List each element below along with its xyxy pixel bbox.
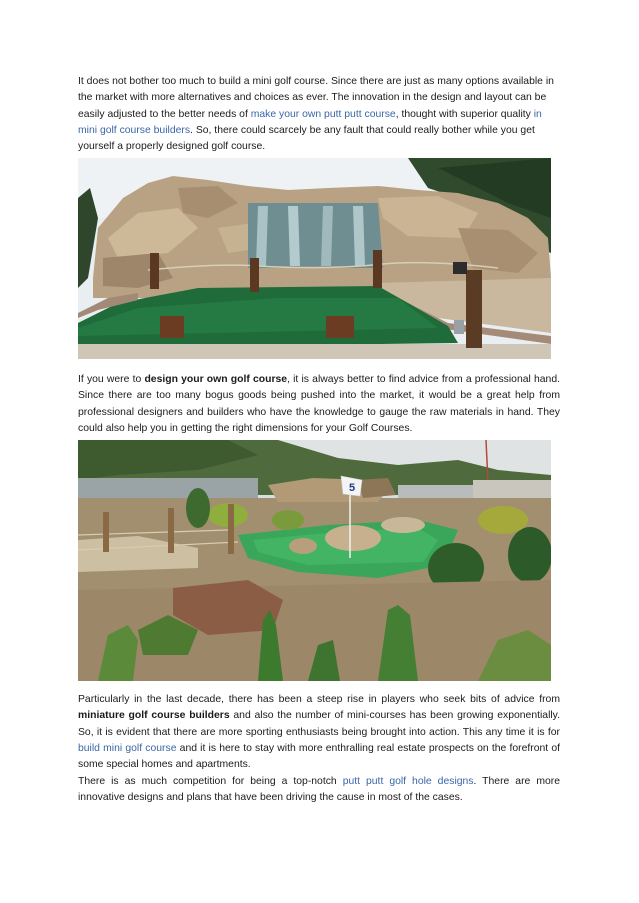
paragraph-text: . There are more innovative designs and plans that have been driving the cause in most of the cases. xyxy=(78,776,560,804)
flag-golf-image xyxy=(78,440,551,681)
link-build-mini-golf-course[interactable]: build mini golf course xyxy=(78,742,177,754)
link-mini-golf-course-builders[interactable]: in mini golf course builders xyxy=(78,108,542,136)
paragraph-text: . So, there could scarcely be any fault that could really bother while you get yourself a properly designed golf course. xyxy=(78,124,535,153)
bold-miniature-golf-course-builders: miniature golf course builders xyxy=(78,710,230,722)
paragraph-intro xyxy=(78,74,560,155)
flag-golf-photo xyxy=(78,440,551,681)
bold-design-your-own-golf-course: design your own golf course xyxy=(144,374,288,385)
paragraph-text: and it is here to stay with more enthralling real estate prospects on the forefront of some special homes and apartments. xyxy=(78,742,560,771)
flag-number-label: 5 xyxy=(348,482,356,494)
waterfall-golf-image xyxy=(78,158,551,359)
paragraph-text: , thought with superior quality xyxy=(395,108,534,120)
paragraph-text: , it is always better to find advice from a professional hand. Since there are too many bogus goods being pushed into the market, it would be a great help from professional designers and builders who have the knowledge to gauge the raw materials in hand. They could also help you in getting the right dimensions for your Golf Courses. xyxy=(78,374,560,434)
paragraph-design-advice xyxy=(78,372,560,437)
paragraph-text: If you were to xyxy=(78,374,145,385)
paragraph-competition xyxy=(78,774,560,807)
link-putt-putt-golf-hole-designs[interactable]: putt putt golf hole designs xyxy=(342,776,474,787)
paragraph-text: There is as much competition for being a top-notch xyxy=(78,776,343,787)
paragraph-text: Particularly in the last decade, there has been a steep rise in players who seek bits of advice from xyxy=(78,694,560,705)
paragraph-text: It does not bother too much to build a mini golf course. Since there are just as many options available in the market with more alternatives and choices as ever. The innovation in the design and layout can be easily adjusted to the better needs of xyxy=(78,76,554,120)
paragraph-text: and also the number of mini-courses has been growing exponentially. So, it is evident that there are more sporting enthusiasts being brought into action. This any time it is for xyxy=(78,710,560,738)
waterfall-golf-photo xyxy=(78,158,551,359)
link-make-your-own-putt-putt-course[interactable]: make your own putt putt course xyxy=(250,108,396,120)
paragraph-last-decade xyxy=(78,692,560,773)
